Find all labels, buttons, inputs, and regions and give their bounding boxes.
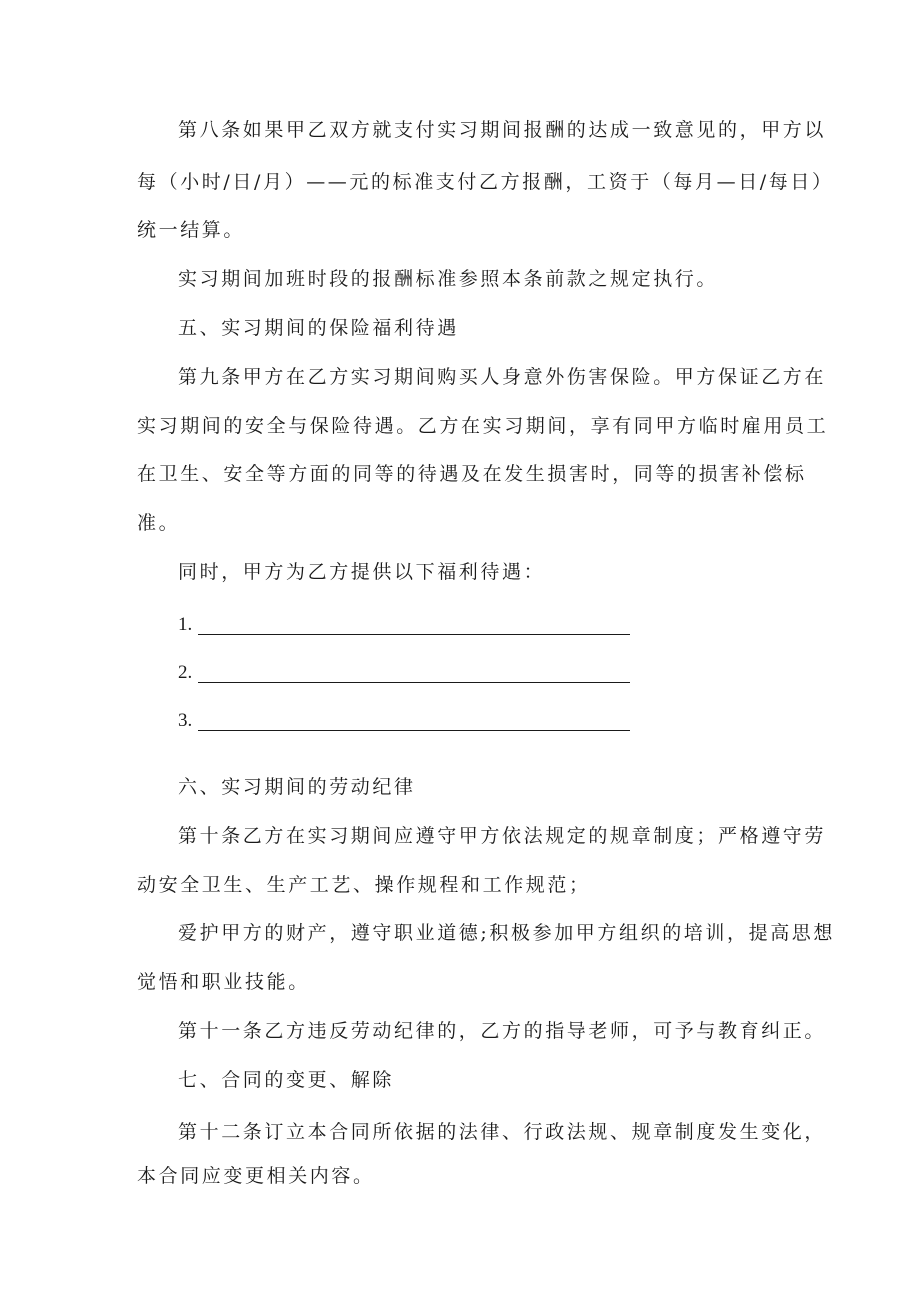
article-11: 第十一条乙方违反劳动纪律的，乙方的指导老师，可予与教育纠正。 <box>178 1020 827 1042</box>
article-10-line-2: 动安全卫生、生产工艺、操作规程和工作规范； <box>137 874 591 896</box>
article-8-line-1: 第八条如果甲乙双方就支付实习期间报酬的达成一致意见的，甲方以 <box>178 119 827 141</box>
benefit-blank-1 <box>178 612 192 637</box>
benefits-intro: 同时，甲方为乙方提供以下福利待遇： <box>178 561 546 583</box>
section-5-heading: 五、实习期间的保险福利待遇 <box>178 317 459 339</box>
overtime-paragraph: 实习期间加班时段的报酬标准参照本条前款之规定执行。 <box>178 268 719 290</box>
article-9-line-2: 实习期间的安全与保险待遇。乙方在实习期间，享有同甲方临时雇用员工 <box>137 415 829 437</box>
property-line-2: 觉悟和职业技能。 <box>137 971 310 993</box>
benefit-blank-1-number: 1. <box>178 614 193 635</box>
section-7-heading: 七、合同的变更、解除 <box>178 1069 395 1091</box>
article-8-line-2: 每（小时/日/月）——元的标准支付乙方报酬，工资于（每月—日/每日） <box>137 171 834 193</box>
benefit-blank-3-number: 3. <box>178 710 193 731</box>
benefit-blank-3-rule <box>198 730 630 731</box>
article-8-line-3: 统一结算。 <box>137 219 246 241</box>
article-9-line-1: 第九条甲方在乙方实习期间购买人身意外伤害保险。甲方保证乙方在 <box>178 366 827 388</box>
article-12-line-1: 第十二条订立本合同所依据的法律、行政法规、规章制度发生变化， <box>178 1121 827 1143</box>
property-line-1: 爱护甲方的财产，遵守职业道德;积极参加甲方组织的培训，提高思想 <box>178 922 836 944</box>
section-6-heading: 六、实习期间的劳动纪律 <box>178 776 416 798</box>
benefit-blank-1-rule <box>198 634 630 635</box>
article-10-line-1: 第十条乙方在实习期间应遵守甲方依法规定的规章制度；严格遵守劳 <box>178 825 827 847</box>
benefit-blank-3 <box>178 708 192 733</box>
benefit-blank-2 <box>178 660 192 685</box>
benefit-blank-2-number: 2. <box>178 662 193 683</box>
article-9-line-4: 准。 <box>137 512 181 534</box>
article-9-line-3: 在卫生、安全等方面的同等的待遇及在发生损害时，同等的损害补偿标 <box>137 463 807 485</box>
article-12-line-2: 本合同应变更相关内容。 <box>137 1165 375 1187</box>
benefit-blank-2-rule <box>198 682 630 683</box>
